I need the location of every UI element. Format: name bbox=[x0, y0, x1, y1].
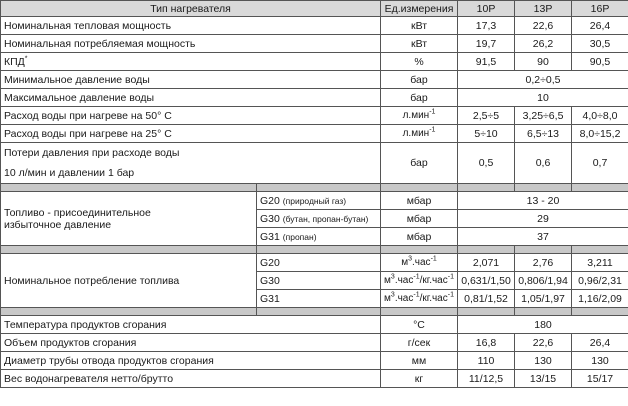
param-unit: кВт bbox=[381, 17, 458, 35]
param-value: 91,5 bbox=[458, 53, 515, 71]
separator-cell bbox=[381, 308, 458, 316]
param-name-line: избыточное давление bbox=[4, 218, 112, 231]
param-name-line: 10 л/мин и давлении 1 бар bbox=[4, 167, 135, 179]
gas-code: G20 bbox=[260, 194, 280, 207]
param-value: 22,6 bbox=[515, 17, 572, 35]
param-name: Объем продуктов сгорания bbox=[1, 334, 381, 352]
param-value: 26,4 bbox=[572, 334, 628, 352]
unit-header: Ед.измерения bbox=[381, 1, 458, 17]
unit-exponent: -1 bbox=[413, 273, 420, 281]
unit-exponent: -1 bbox=[413, 291, 420, 299]
separator-cell bbox=[1, 184, 257, 192]
table-row bbox=[1, 370, 628, 388]
param-value: 0,81/1,52 bbox=[458, 290, 515, 308]
unit-part: .час bbox=[394, 274, 414, 286]
param-value: 0,7 bbox=[572, 143, 628, 184]
table-row bbox=[1, 143, 628, 184]
header-row bbox=[1, 1, 628, 17]
param-name: Вес водонагревателя нетто/брутто bbox=[1, 370, 381, 388]
separator-cell bbox=[572, 184, 628, 192]
param-value: 37 bbox=[458, 228, 628, 246]
param-value: 130 bbox=[572, 352, 628, 370]
gas-code: G30 bbox=[257, 272, 381, 290]
gas-type bbox=[257, 210, 381, 228]
param-name: Минимальное давление воды bbox=[1, 71, 381, 89]
model-header: 13P bbox=[515, 1, 572, 17]
separator-cell bbox=[515, 246, 572, 254]
separator-cell bbox=[257, 246, 381, 254]
unit-base: л.мин bbox=[402, 127, 430, 139]
separator-cell bbox=[458, 246, 515, 254]
param-value: 180 bbox=[458, 316, 628, 334]
unit-part: /кг.час bbox=[419, 292, 448, 304]
gas-note: (природный газ) bbox=[282, 195, 347, 206]
footnote-mark: * bbox=[24, 55, 28, 62]
param-value: 26,4 bbox=[572, 17, 628, 35]
param-unit: мбар bbox=[381, 210, 458, 228]
param-unit bbox=[381, 107, 458, 125]
table-row bbox=[1, 352, 628, 370]
param-value: 16,8 bbox=[458, 334, 515, 352]
table-row bbox=[1, 107, 628, 125]
heater-type-header: Тип нагревателя bbox=[1, 1, 381, 17]
param-value: 3,211 bbox=[572, 254, 628, 272]
separator-cell bbox=[257, 308, 381, 316]
param-name: Максимальное давление воды bbox=[1, 89, 381, 107]
param-value: 13 - 20 bbox=[458, 192, 628, 210]
param-name-line: Потери давления при расходе воды bbox=[4, 147, 180, 159]
param-name bbox=[1, 143, 381, 184]
param-name: Номинальная тепловая мощность bbox=[1, 17, 381, 35]
param-unit: г/сек bbox=[381, 334, 458, 352]
param-value: 10 bbox=[458, 89, 628, 107]
param-value: 22,6 bbox=[515, 334, 572, 352]
param-value: 1,16/2,09 bbox=[572, 290, 628, 308]
param-name-text: КПД bbox=[4, 55, 25, 68]
param-value: 0,5 bbox=[458, 143, 515, 184]
param-name-line: Топливо - присоединительное bbox=[4, 206, 151, 219]
table-row bbox=[1, 71, 628, 89]
table-row bbox=[1, 17, 628, 35]
unit-exponent: -1 bbox=[429, 108, 436, 116]
unit-exponent: 3 bbox=[390, 273, 395, 281]
param-unit: мбар bbox=[381, 192, 458, 210]
unit-part: .час bbox=[412, 256, 431, 268]
separator-cell bbox=[381, 184, 458, 192]
unit-part: м bbox=[384, 274, 391, 286]
param-unit: °C bbox=[381, 316, 458, 334]
param-value: 19,7 bbox=[458, 35, 515, 53]
table-row bbox=[1, 334, 628, 352]
unit-exponent: -1 bbox=[430, 255, 437, 263]
param-unit bbox=[381, 254, 458, 272]
table-row bbox=[1, 316, 628, 334]
param-value: 2,76 bbox=[515, 254, 572, 272]
param-unit: мм bbox=[381, 352, 458, 370]
param-value: 2,5÷5 bbox=[458, 107, 515, 125]
param-value: 0,631/1,50 bbox=[458, 272, 515, 290]
separator-cell bbox=[381, 246, 458, 254]
param-unit: бар bbox=[381, 143, 458, 184]
unit-exponent: 3 bbox=[390, 291, 395, 299]
unit-part: м bbox=[401, 256, 409, 268]
table-row bbox=[1, 192, 628, 210]
param-name: Номинальное потребление топлива bbox=[1, 254, 257, 308]
param-value: 90,5 bbox=[572, 53, 628, 71]
param-name: Температура продуктов сгорания bbox=[1, 316, 381, 334]
param-value: 0,96/2,31 bbox=[572, 272, 628, 290]
param-value: 26,2 bbox=[515, 35, 572, 53]
param-name: Расход воды при нагреве на 25° C bbox=[1, 125, 381, 143]
separator-cell bbox=[458, 184, 515, 192]
separator-cell bbox=[515, 308, 572, 316]
separator-cell bbox=[257, 184, 381, 192]
unit-exponent: -1 bbox=[429, 126, 436, 134]
param-name bbox=[1, 53, 381, 71]
unit-part: /кг.час bbox=[419, 274, 448, 286]
table-row bbox=[1, 89, 628, 107]
param-value: 6,5÷13 bbox=[515, 125, 572, 143]
param-value: 15/17 bbox=[572, 370, 628, 388]
separator-cell bbox=[572, 246, 628, 254]
param-unit bbox=[381, 272, 458, 290]
param-value: 0,6 bbox=[515, 143, 572, 184]
param-value: 1,05/1,97 bbox=[515, 290, 572, 308]
gas-code: G30 bbox=[260, 212, 280, 225]
separator-cell bbox=[1, 246, 257, 254]
param-unit: % bbox=[381, 53, 458, 71]
param-value: 30,5 bbox=[572, 35, 628, 53]
param-value: 0,806/1,94 bbox=[515, 272, 572, 290]
separator-row bbox=[1, 246, 628, 254]
model-header: 16P bbox=[572, 1, 628, 17]
param-name bbox=[1, 192, 257, 246]
gas-note: (бутан, пропан-бутан) bbox=[282, 213, 369, 224]
param-unit bbox=[381, 125, 458, 143]
param-name: Расход воды при нагреве на 50° C bbox=[1, 107, 381, 125]
table-row bbox=[1, 53, 628, 71]
param-name: Номинальная потребляемая мощность bbox=[1, 35, 381, 53]
separator-cell bbox=[1, 308, 257, 316]
param-unit: бар bbox=[381, 89, 458, 107]
param-unit: кВт bbox=[381, 35, 458, 53]
gas-code: G31 bbox=[257, 290, 381, 308]
param-unit: кг bbox=[381, 370, 458, 388]
param-unit: мбар bbox=[381, 228, 458, 246]
param-value: 3,25÷6,5 bbox=[515, 107, 572, 125]
table-row bbox=[1, 125, 628, 143]
param-value: 17,3 bbox=[458, 17, 515, 35]
param-unit: бар bbox=[381, 71, 458, 89]
param-value: 4,0÷8,0 bbox=[572, 107, 628, 125]
param-value: 110 bbox=[458, 352, 515, 370]
separator-cell bbox=[572, 308, 628, 316]
model-header: 10P bbox=[458, 1, 515, 17]
unit-part: м bbox=[384, 292, 391, 304]
param-value: 130 bbox=[515, 352, 572, 370]
separator-row bbox=[1, 308, 628, 316]
param-value: 5÷10 bbox=[458, 125, 515, 143]
table-row bbox=[1, 254, 628, 272]
separator-cell bbox=[515, 184, 572, 192]
unit-exponent: -1 bbox=[447, 291, 454, 299]
param-value: 90 bbox=[515, 53, 572, 71]
gas-type bbox=[257, 192, 381, 210]
gas-code: G20 bbox=[257, 254, 381, 272]
param-value: 8,0÷15,2 bbox=[572, 125, 628, 143]
param-value: 2,071 bbox=[458, 254, 515, 272]
unit-exponent: -1 bbox=[447, 273, 454, 281]
separator-row bbox=[1, 184, 628, 192]
param-value: 11/12,5 bbox=[458, 370, 515, 388]
gas-note: (пропан) bbox=[282, 231, 317, 242]
table-row bbox=[1, 35, 628, 53]
param-value: 0,2÷0,5 bbox=[458, 71, 628, 89]
unit-exponent: 3 bbox=[408, 255, 412, 263]
unit-base: л.мин bbox=[402, 109, 430, 121]
param-unit bbox=[381, 290, 458, 308]
param-value: 29 bbox=[458, 210, 628, 228]
param-value: 13/15 bbox=[515, 370, 572, 388]
gas-code: G31 bbox=[260, 230, 280, 243]
gas-type bbox=[257, 228, 381, 246]
unit-part: .час bbox=[394, 292, 414, 304]
separator-cell bbox=[458, 308, 515, 316]
param-name: Диаметр трубы отвода продуктов сгорания bbox=[1, 352, 381, 370]
